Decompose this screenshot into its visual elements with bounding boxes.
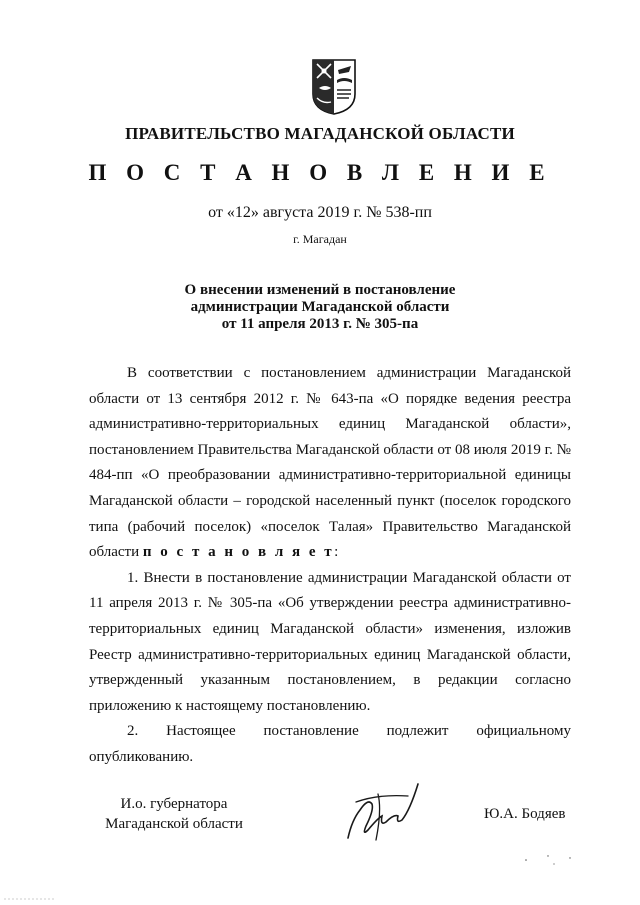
document-date-number: от «12» августа 2019 г. № 538-пп (208, 204, 432, 221)
resolves-word: п о с т а н о в л я е т (142, 544, 335, 561)
preamble-paragraph (89, 361, 571, 566)
subject-line-2: администрации Магаданской области (190, 299, 450, 315)
document-subject (0, 282, 640, 333)
document-city: г. Магадан (293, 232, 347, 246)
item-2-paragraph: 2. Настоящее постановление подлежит официальному опубликованию. (89, 723, 571, 765)
preamble-text: В соответствии с постановлением администрации Магаданской области от 13 сентября 2012 г. № 643-па «О порядке ведения реестра административно-территориальных единиц Магаданской области», постановлением Правительства Магаданской области от 08 июля 2019 г. № 484-пп «О преобразовании административно-территориальной единицы Магаданской области – городской населенный пункт (поселок городского типа (рабочий поселок) «поселок Талая» Правительство Магаданской области (89, 365, 571, 561)
signatory-name: Ю.А. Бодяев (484, 806, 566, 822)
organization-title: ПРАВИТЕЛЬСТВО МАГАДАНСКОЙ ОБЛАСТИ (125, 124, 515, 143)
scan-specks (520, 850, 580, 870)
signatory-position (89, 794, 259, 834)
subject-line-1: О внесении изменений в постановление (184, 282, 456, 298)
subject-line-3: от 11 апреля 2013 г. № 305-па (221, 316, 419, 332)
item-1-paragraph: 1. Внести в постановление администрации Магаданской области от 11 апреля 2013 г. № 305-па «Об утверждении реестра административно-территориальных единиц Магаданской области» изменения, изложив Реестр административно-территориальных единиц Магаданской области, утвержденный указанным постановлением, в редакции согласно приложению к настоящему постановлению. (89, 569, 571, 714)
document-type-title: П О С Т А Н О В Л Е Н И Е (88, 160, 552, 185)
scan-edge-mark (0, 896, 60, 902)
signatory-position-line-1: И.о. губернатора (120, 796, 228, 812)
handwritten-signature (338, 780, 422, 846)
signatory-position-line-2: Магаданской области (105, 816, 243, 832)
resolves-colon: : (334, 544, 339, 561)
document-body (89, 361, 571, 771)
coat-of-arms-icon (311, 58, 357, 116)
